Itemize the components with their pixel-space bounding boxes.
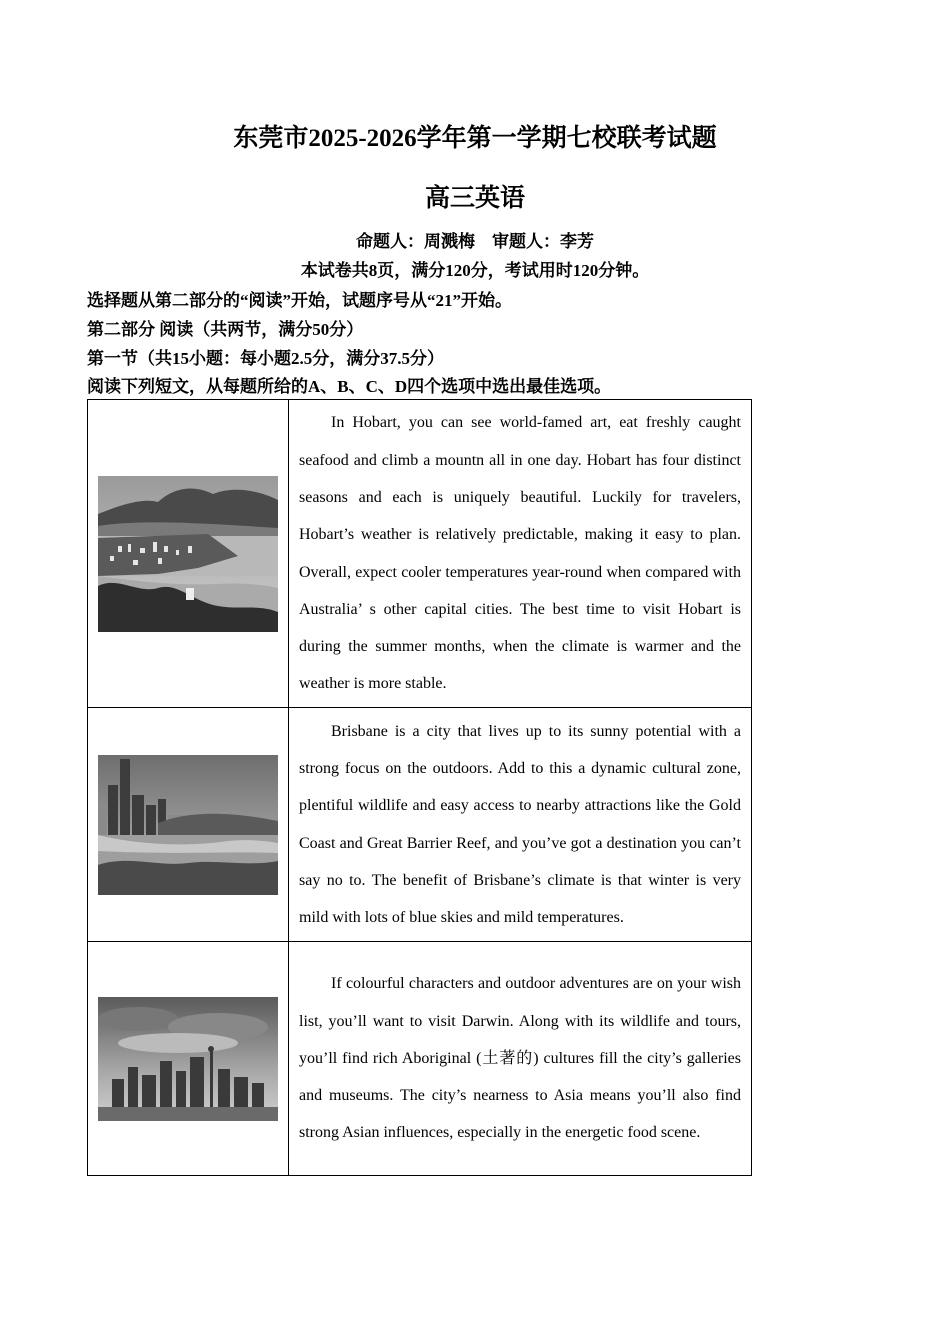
passage-image-cell [88,400,289,708]
passage-row-hobart [88,400,752,708]
passage-image-cell [88,942,289,1176]
passage-text-brisbane: Brisbane is a city that lives up to its sunny potential with a strong focus on the outdoors. Add to this a dynamic cultural zone, plentiful wildlife and easy access to nearby attractions like the Gold Coast and Great Barrier Reef, and you’ve got a destination you can’t say no to. The benefit of Brisbane’s climate is that winter is very mild with lots of blue skies and mild temperatures. [299,722,741,927]
passage-image-cell [88,708,289,942]
reading-instruction: 阅读下列短文，从每题所给的A、B、C、D四个选项中选出最佳选项。 [87,377,612,396]
passage-text-hobart: In Hobart, you can see world-famed art, eat freshly caught seafood and climb a mountn all in one day. Hobart has four distinct seasons and each is uniquely beautiful. Luckily for travelers, Hobart’s weather is relatively predictable, making it easy to plan. Overall, expect cooler temperatures year-round when compared with Australia’ s other capital cities. The best time to visit Hobart is during the summer months, when the climate is warmer and the weather is more stable. [299,414,741,693]
passage-text-darwin: If colourful characters and outdoor adventures are on your wish list, you’ll want to visit Darwin. Along with its wildlife and tours, you’ll find rich Aboriginal (土著的) cultures fill the city’s galleries and museums. The city’s nearness to Asia means you’ll also find strong Asian influences, especially in the energetic food scene. [299,975,741,1142]
section-heading: 第一节（共15小题：每小题2.5分，满分37.5分） [87,349,444,368]
question-number-note: 选择题从第二部分的“阅读”开始，试题序号从“21”开始。 [87,291,512,310]
passage-row-darwin [88,942,752,1176]
passage-text-cell [289,400,752,708]
subject-title: 高三英语 [424,185,525,212]
part-heading: 第二部分 阅读（共两节，满分50分） [87,320,364,339]
passage-text-cell [289,708,752,942]
exam-title: 东莞市2025-2026学年第一学期七校联考试题 [233,125,717,152]
darwin-photo-icon [98,997,278,1121]
author-line: 命题人：周溅梅 审题人：李芳 [356,232,594,251]
exam-info: 本试卷共8页，满分120分，考试用时120分钟。 [300,261,650,280]
passage-row-brisbane [88,708,752,942]
passage-text-cell [289,942,752,1176]
reading-table [87,399,752,1176]
brisbane-photo-icon [98,755,278,895]
hobart-photo-icon [98,476,278,632]
